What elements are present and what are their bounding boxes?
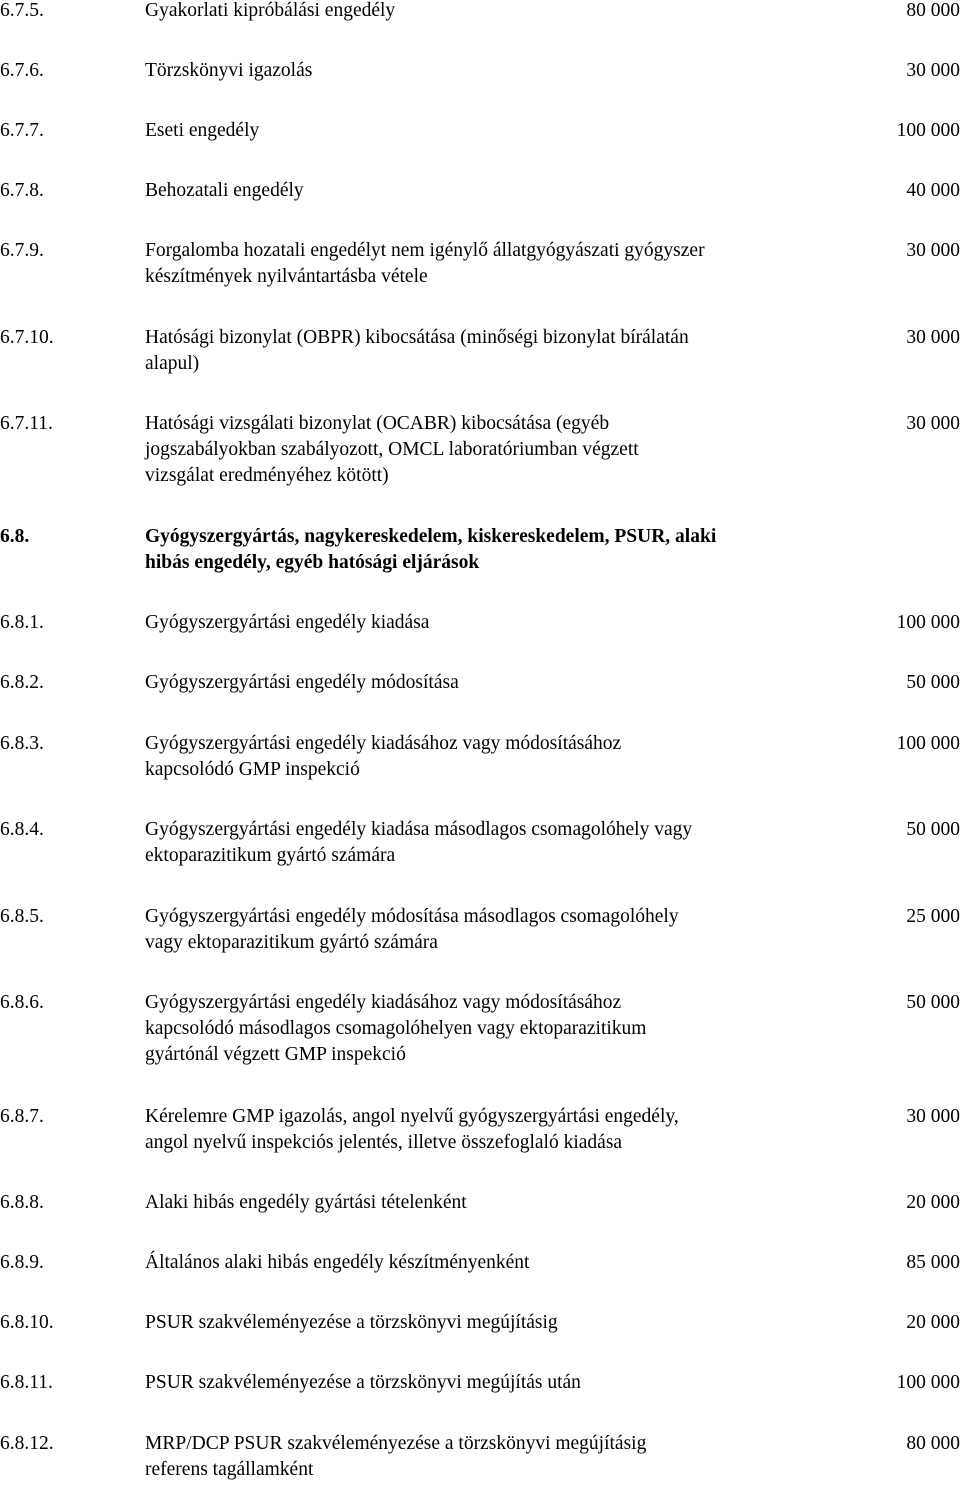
fee-amount: 30 000 — [906, 60, 960, 81]
fee-code: 6.7.11. — [0, 413, 53, 434]
fee-description-line: Hatósági vizsgálati bizonylat (OCABR) kibocsátása (egyéb — [145, 413, 610, 434]
fee-description-line: Kérelemre GMP igazolás, angol nyelvű gyógyszergyártási engedély, — [145, 1106, 679, 1127]
fee-description-line: Általános alaki hibás engedély készítményenként — [145, 1252, 530, 1273]
fee-description — [145, 524, 805, 576]
fee-description — [145, 1190, 805, 1216]
fee-description-line: MRP/DCP PSUR szakvéleményezése a törzskönyvi megújításig — [145, 1433, 647, 1454]
fee-description-line: PSUR szakvéleményezése a törzskönyvi megújítás után — [145, 1372, 581, 1393]
fee-code: 6.8.6. — [0, 992, 44, 1013]
fee-code: 6.7.8. — [0, 180, 44, 201]
fee-description — [145, 1431, 805, 1483]
fee-description-line: kapcsolódó GMP inspekció — [145, 759, 360, 780]
fee-description — [145, 0, 805, 24]
fee-code: 6.8.8. — [0, 1192, 44, 1213]
fee-description-line: Gyógyszergyártási engedély módosítása másodlagos csomagolóhely — [145, 906, 679, 927]
fee-description-line: Gyógyszergyártási engedély kiadása — [145, 612, 430, 633]
fee-description — [145, 731, 805, 783]
fee-description-line: angol nyelvű inspekciós jelentés, illetve összefoglaló kiadása — [145, 1132, 623, 1153]
fee-description — [145, 1104, 805, 1156]
fee-description-line: Alaki hibás engedély gyártási tételenként — [145, 1192, 467, 1213]
fee-amount: 100 000 — [896, 120, 960, 141]
fee-code: 6.7.9. — [0, 240, 44, 261]
fee-code: 6.8.2. — [0, 672, 44, 693]
fee-description-line: Törzskönyvi igazolás — [145, 60, 313, 81]
fee-amount: 50 000 — [906, 672, 960, 693]
fee-description — [145, 1250, 805, 1276]
fee-description-line: Behozatali engedély — [145, 180, 304, 201]
fee-code: 6.8.3. — [0, 733, 44, 754]
fee-description-line: hibás engedély, egyéb hatósági eljárások — [145, 552, 480, 573]
fee-description — [145, 1370, 805, 1396]
fee-amount: 50 000 — [906, 992, 960, 1013]
fee-code: 6.8.11. — [0, 1372, 53, 1393]
fee-description-line: ektoparazitikum gyártó számára — [145, 845, 396, 866]
fee-description — [145, 610, 805, 636]
fee-code: 6.8.10. — [0, 1312, 54, 1333]
fee-description-line: Eseti engedély — [145, 120, 260, 141]
fee-description-line: Gyógyszergyártási engedély kiadása másodlagos csomagolóhely vagy — [145, 819, 693, 840]
fee-description-line: Gyakorlati kipróbálási engedély — [145, 0, 396, 21]
fee-description-line: Gyógyszergyártási engedély kiadásához vagy módosításához — [145, 733, 622, 754]
fee-code: 6.8.9. — [0, 1252, 44, 1273]
fee-description — [145, 670, 805, 696]
fee-description — [145, 990, 805, 1068]
fee-code: 6.8. — [0, 526, 30, 547]
fee-amount: 85 000 — [906, 1252, 960, 1273]
fee-amount: 100 000 — [896, 1372, 960, 1393]
fee-description-line: vagy ektoparazitikum gyártó számára — [145, 932, 438, 953]
fee-amount: 30 000 — [906, 1106, 960, 1127]
fee-code: 6.8.7. — [0, 1106, 44, 1127]
fee-description — [145, 58, 805, 84]
fee-description-line: készítmények nyilvántartásba vétele — [145, 266, 428, 287]
fee-description — [145, 118, 805, 144]
fee-amount: 25 000 — [906, 906, 960, 927]
fee-code: 6.8.12. — [0, 1433, 54, 1454]
fee-code: 6.8.4. — [0, 819, 44, 840]
fee-description — [145, 238, 805, 290]
fee-amount: 100 000 — [896, 612, 960, 633]
fee-amount: 20 000 — [906, 1192, 960, 1213]
fee-description — [145, 325, 805, 377]
fee-description-line: Forgalomba hozatali engedélyt nem igénylő állatgyógyászati gyógyszer — [145, 240, 705, 261]
fee-description — [145, 411, 805, 489]
fee-description-line: jogszabályokban szabályozott, OMCL laboratóriumban végzett — [145, 439, 639, 460]
fee-amount: 30 000 — [906, 413, 960, 434]
fee-description — [145, 1310, 805, 1336]
fee-description-line: Gyógyszergyártási engedély módosítása — [145, 672, 459, 693]
fee-description-line: gyártónál végzett GMP inspekció — [145, 1044, 406, 1065]
fee-description — [145, 817, 805, 869]
fee-amount: 100 000 — [896, 733, 960, 754]
fee-amount: 30 000 — [906, 240, 960, 261]
fee-description-line: kapcsolódó másodlagos csomagolóhelyen vagy ektoparazitikum — [145, 1018, 647, 1039]
fee-description-line: Gyógyszergyártási engedély kiadásához vagy módosításához — [145, 992, 622, 1013]
fee-amount: 30 000 — [906, 327, 960, 348]
fee-code: 6.8.1. — [0, 612, 44, 633]
fee-code: 6.7.6. — [0, 60, 44, 81]
fee-description — [145, 904, 805, 956]
fee-code: 6.7.5. — [0, 0, 44, 21]
fee-description-line: alapul) — [145, 353, 200, 374]
fee-description-line: vizsgálat eredményéhez kötött) — [145, 465, 389, 486]
fee-amount: 20 000 — [906, 1312, 960, 1333]
fee-code: 6.7.10. — [0, 327, 54, 348]
fee-description-line: Gyógyszergyártás, nagykereskedelem, kiskereskedelem, PSUR, alaki — [145, 526, 717, 547]
fee-amount: 50 000 — [906, 819, 960, 840]
fee-amount: 80 000 — [906, 1433, 960, 1454]
fee-amount: 40 000 — [906, 180, 960, 201]
fee-code: 6.7.7. — [0, 120, 44, 141]
fee-description-line: referens tagállamként — [145, 1459, 314, 1480]
fee-description-line: PSUR szakvéleményezése a törzskönyvi megújításig — [145, 1312, 558, 1333]
fee-description — [145, 178, 805, 204]
fee-amount: 80 000 — [906, 0, 960, 21]
fee-description-line: Hatósági bizonylat (OBPR) kibocsátása (minőségi bizonylat bírálatán — [145, 327, 689, 348]
fee-code: 6.8.5. — [0, 906, 44, 927]
